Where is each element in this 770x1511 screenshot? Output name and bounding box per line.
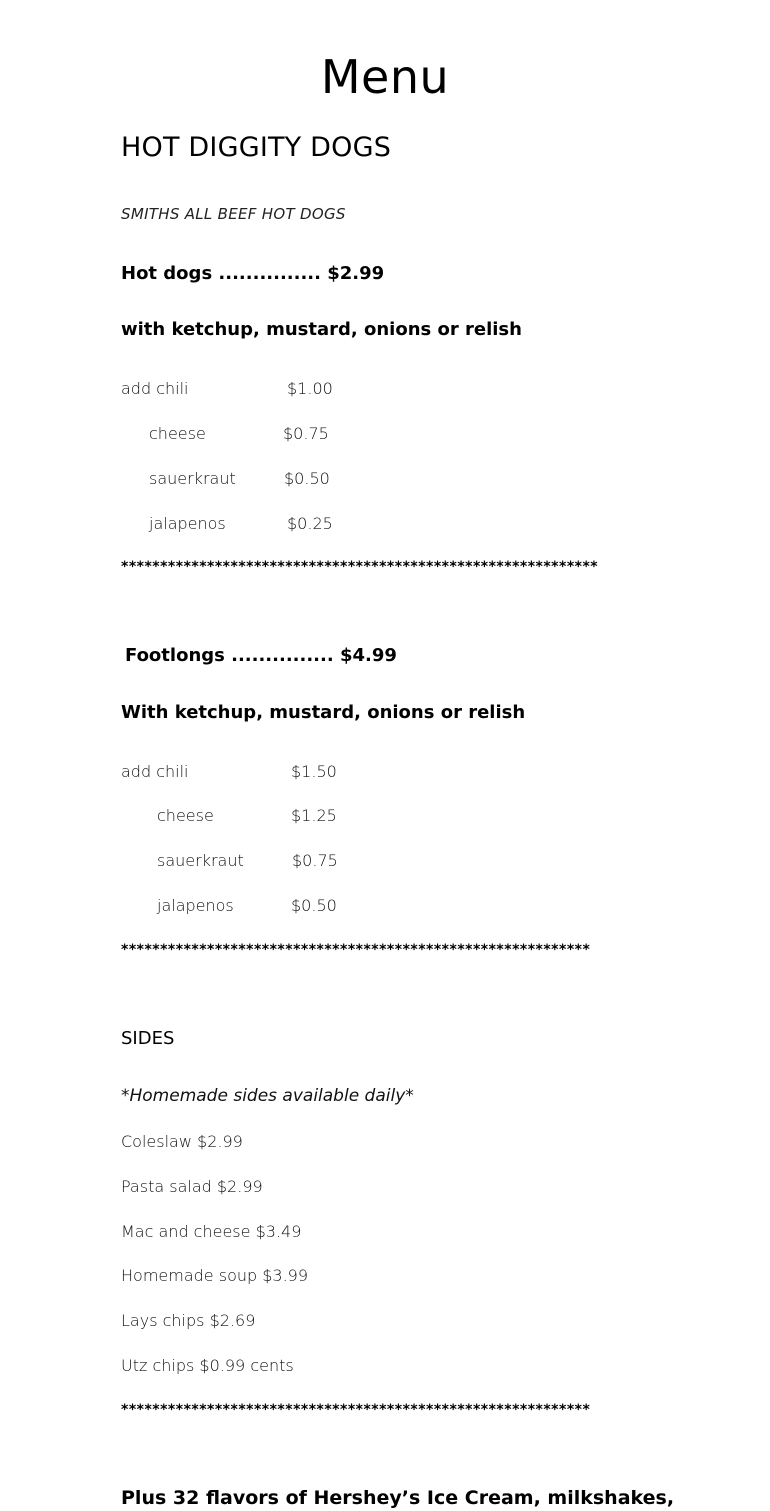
addon-name: cheese (157, 806, 214, 825)
addon-name: sauerkraut (149, 469, 236, 488)
addon-name: cheese (149, 424, 206, 443)
section-subheading: SMITHS ALL BEEF HOT DOGS (121, 205, 346, 223)
addon-name: jalapenos (149, 514, 226, 533)
addon-price: $1.50 (291, 762, 337, 781)
side-item: Coleslaw $2.99 (121, 1132, 243, 1151)
addon-price: $1.00 (287, 379, 333, 398)
side-item: Mac and cheese $3.49 (121, 1222, 302, 1241)
addon-name: jalapenos (157, 896, 234, 915)
side-item: Homemade soup $3.99 (121, 1266, 309, 1285)
footlongs-toppings-line: With ketchup, mustard, onions or relish (121, 702, 526, 723)
addon-name: add chili (121, 379, 189, 398)
section-heading-sides: SIDES (121, 1028, 175, 1049)
section-heading-hot-dogs: HOT DIGGITY DOGS (121, 132, 392, 163)
footlongs-price-line: Footlongs ............... $4.99 (125, 645, 397, 666)
sides-note: *Homemade sides available daily* (121, 1086, 414, 1106)
ice-cream-promo-text: Plus 32 flavors of Hershey’s Ice Cream, milkshakes, (121, 1487, 675, 1509)
page-title: Menu (320, 50, 450, 104)
addon-price: $0.50 (291, 896, 337, 915)
addon-price: $0.75 (283, 424, 329, 443)
addon-price: $0.25 (287, 514, 333, 533)
side-item: Lays chips $2.69 (121, 1311, 256, 1330)
divider: ************************************************************* (121, 559, 599, 575)
side-item: Pasta salad $2.99 (121, 1177, 263, 1196)
side-item: Utz chips $0.99 cents (121, 1356, 294, 1375)
addon-name: sauerkraut (157, 851, 244, 870)
addon-name: add chili (121, 762, 189, 781)
divider: ************************************************************ (121, 1402, 591, 1418)
addon-price: $1.25 (291, 806, 337, 825)
divider: ************************************************************ (121, 942, 591, 958)
addon-price: $0.75 (292, 851, 338, 870)
hotdogs-toppings-line: with ketchup, mustard, onions or relish (121, 319, 522, 340)
addon-price: $0.50 (284, 469, 330, 488)
hotdogs-price-line: Hot dogs ............... $2.99 (121, 263, 385, 284)
